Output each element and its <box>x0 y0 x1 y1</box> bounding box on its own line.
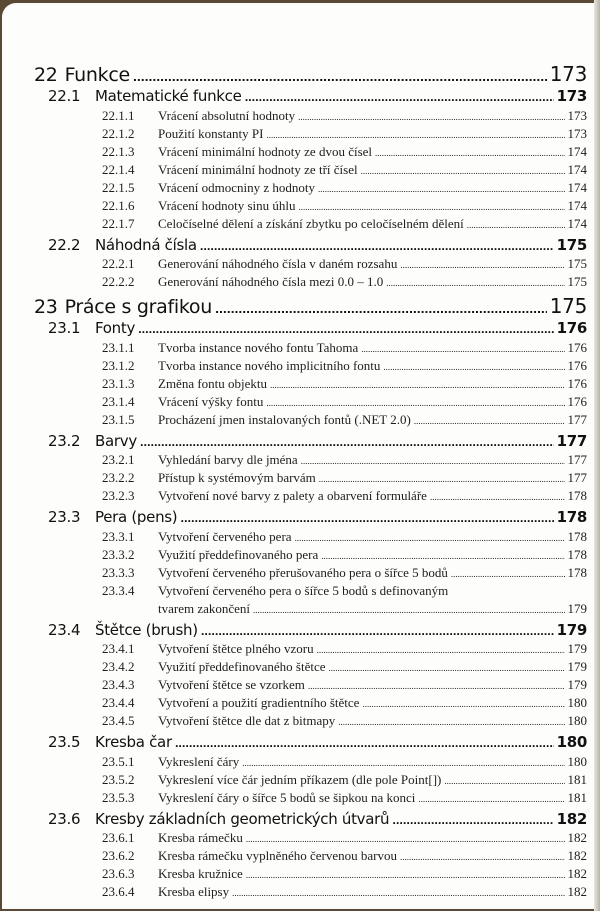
entry-title: Vrácení hodnoty sinu úhlu <box>158 198 296 213</box>
entry-page-number: 173 <box>556 87 587 105</box>
entry-page-number: 174 <box>567 144 587 159</box>
dot-leader <box>232 884 564 901</box>
toc-entry-sub <box>102 712 587 730</box>
entry-number: 23.2.2 <box>102 470 135 485</box>
entry-title: Změna fontu objektu <box>158 376 268 391</box>
toc-entry-sub <box>102 375 587 393</box>
dot-leader <box>361 340 564 357</box>
dot-leader <box>321 547 564 564</box>
dot-leader <box>430 488 565 505</box>
entry-title: Fonty <box>95 319 136 337</box>
dot-leader <box>266 126 564 143</box>
entry-title: Vrácení minimální hodnoty ze dvou čísel <box>158 144 373 159</box>
entry-page-number: 176 <box>567 394 587 409</box>
dot-leader <box>375 144 564 161</box>
entry-page-number: 176 <box>556 319 587 337</box>
entry-page-number: 175 <box>567 256 587 271</box>
entry-number: 23.4.1 <box>102 641 135 656</box>
dot-leader <box>200 238 554 255</box>
toc-entry-sub <box>102 273 587 291</box>
entry-title: Využití předdefinovaného štětce <box>158 659 326 674</box>
entry-number: 22.1.3 <box>102 144 135 159</box>
entry-title: Kresba kružnice <box>158 866 243 881</box>
dot-leader <box>451 565 565 582</box>
entry-title: Vytvoření nové barvy z palety a obarvení formuláře <box>158 488 427 503</box>
dot-leader <box>246 866 565 883</box>
toc-entry-sub <box>102 393 587 411</box>
entry-number: 23.4.5 <box>102 713 135 728</box>
entry-number: 23.4 <box>48 621 81 639</box>
entry-page-number: 178 <box>567 547 587 562</box>
entry-number: 22.1.5 <box>102 180 135 195</box>
entry-number: 23.1.1 <box>102 340 135 355</box>
dot-leader <box>266 394 564 411</box>
toc-entry-chapter <box>34 294 587 318</box>
entry-page-number: 174 <box>567 198 587 213</box>
entry-page-number: 177 <box>567 412 587 427</box>
toc-entry-sub <box>102 582 587 600</box>
entry-page-number: 182 <box>567 884 587 899</box>
entry-page-number: 179 <box>567 601 587 616</box>
dot-leader <box>418 790 564 807</box>
entry-number: 23.6.1 <box>102 830 135 845</box>
toc-entry-sub <box>102 357 587 375</box>
entry-page-number: 176 <box>567 376 587 391</box>
entry-number: 23.2.1 <box>102 452 135 467</box>
dot-leader <box>133 66 547 86</box>
dot-leader <box>270 376 564 393</box>
entry-page-number: 175 <box>549 294 587 318</box>
entry-number: 22.1.2 <box>102 126 135 141</box>
entry-page-number: 178 <box>567 529 587 544</box>
entry-number: 22.1 <box>48 87 81 105</box>
toc-entry-sub <box>102 469 587 487</box>
entry-number: 23.3 <box>48 508 81 526</box>
entry-title: Vytvoření a použití gradientního štětce <box>158 695 360 710</box>
entry-title: Tvorba instance nového implicitního fontu <box>158 358 381 373</box>
entry-number: 23 <box>34 296 58 318</box>
entry-page-number: 178 <box>556 508 587 526</box>
entry-number: 22.1.7 <box>102 216 135 231</box>
entry-title: Procházení jmen instalovaných fontů (.NET 2.0) <box>158 412 411 427</box>
entry-title: Vytvoření červeného pera <box>158 529 292 544</box>
entry-number: 23.6.4 <box>102 884 135 899</box>
entry-page-number: 174 <box>567 162 587 177</box>
entry-page-number: 177 <box>567 470 587 485</box>
entry-page-number: 173 <box>549 62 587 86</box>
entry-title: Vrácení minimální hodnoty ze tří čísel <box>158 162 358 177</box>
entry-title: Štětce (brush) <box>95 621 198 639</box>
toc-entry-sub <box>102 771 587 789</box>
entry-page-number: 182 <box>567 866 587 881</box>
entry-number: 23.1.5 <box>102 412 135 427</box>
toc-entry-sub <box>102 789 587 807</box>
entry-title: Vytvoření štětce dle dat z bitmapy <box>158 713 336 728</box>
entry-number: 23.6.2 <box>102 848 135 863</box>
entry-number: 22.1.6 <box>102 198 135 213</box>
dot-leader <box>467 216 565 233</box>
toc-entry-sub <box>102 640 587 658</box>
dot-leader <box>301 452 565 469</box>
dot-leader <box>318 180 565 197</box>
dot-leader <box>444 772 564 789</box>
dot-leader <box>253 601 564 618</box>
toc-entry-sub <box>102 107 587 125</box>
entry-number: 22.1.1 <box>102 108 135 123</box>
entry-number: 23.1 <box>48 319 81 337</box>
entry-page-number: 175 <box>556 236 587 254</box>
entry-page-number: 181 <box>567 772 587 787</box>
entry-page-number: 177 <box>556 432 587 450</box>
toc-entry-sub <box>102 829 587 847</box>
toc-entry-sub <box>102 179 587 197</box>
entry-title: Vytvoření štětce plného vzoru <box>158 641 314 656</box>
entry-page-number: 180 <box>556 733 587 751</box>
entry-page-number: 180 <box>567 713 587 728</box>
dot-leader <box>386 274 564 291</box>
entry-number: 23.3.2 <box>102 547 135 562</box>
entry-page-number: 182 <box>567 848 587 863</box>
dot-leader <box>242 754 564 771</box>
entry-title: Barvy <box>95 432 137 450</box>
dot-leader <box>299 198 565 215</box>
toc-entry-section <box>48 235 587 255</box>
entry-number: 22.2.1 <box>102 256 135 271</box>
entry-page-number: 177 <box>567 452 587 467</box>
toc-entry-sub <box>102 694 587 712</box>
toc-entry-sub <box>102 451 587 469</box>
entry-page-number: 182 <box>567 830 587 845</box>
dot-leader <box>140 434 554 451</box>
toc-entry-section <box>48 507 587 527</box>
page-edge <box>594 0 600 911</box>
toc-entry-sub <box>102 865 587 883</box>
entry-title: Vykreslení čáry <box>158 754 240 769</box>
dot-leader <box>362 695 564 712</box>
entry-number: 23.6.3 <box>102 866 135 881</box>
entry-number: 22.2.2 <box>102 274 135 289</box>
entry-page-number: 174 <box>567 180 587 195</box>
toc-entry-section <box>48 318 587 338</box>
toc-entry-continuation <box>158 600 587 618</box>
dot-leader <box>175 735 554 752</box>
entry-title: Celočíselné dělení a získání zbytku po celočíselném dělení <box>158 216 464 231</box>
entry-title: Kresba čar <box>95 733 172 751</box>
entry-number: 23.2 <box>48 432 81 450</box>
entry-title: Matematické funkce <box>95 87 242 105</box>
entry-title: Vrácení absolutní hodnoty <box>158 108 296 123</box>
dot-leader <box>201 623 554 640</box>
toc-entry-sub <box>102 143 587 161</box>
dot-leader <box>295 529 565 546</box>
dot-leader <box>245 89 554 106</box>
toc-entry-sub <box>102 125 587 143</box>
entry-title: Vytvoření červeného pera o šířce 5 bodů s definovaným <box>158 583 449 598</box>
dot-leader <box>383 358 564 375</box>
entry-title: Pera (pens) <box>95 508 178 526</box>
entry-page-number: 181 <box>567 790 587 805</box>
entry-number: 23.2.3 <box>102 488 135 503</box>
dot-leader <box>400 256 564 273</box>
toc-entry-sub <box>102 197 587 215</box>
dot-leader <box>392 812 553 829</box>
entry-title: Vytvoření štětce se vzorkem <box>158 677 305 692</box>
entry-title: Použití konstanty PI <box>158 126 264 141</box>
toc-entry-sub <box>102 883 587 901</box>
entry-page-number: 176 <box>567 340 587 355</box>
dot-leader <box>361 162 565 179</box>
entry-title: Funkce <box>64 64 130 86</box>
dot-leader <box>298 108 564 125</box>
entry-number: 23.4.4 <box>102 695 135 710</box>
entry-number: 22 <box>34 64 58 86</box>
dot-leader <box>400 848 565 865</box>
toc-entry-section <box>48 431 587 451</box>
entry-number: 23.5.3 <box>102 790 135 805</box>
entry-number: 23.1.2 <box>102 358 135 373</box>
toc-entry-section <box>48 620 587 640</box>
entry-title: Kresba rámečku <box>158 830 243 845</box>
entry-number: 23.3.3 <box>102 565 135 580</box>
entry-page-number: 178 <box>567 565 587 580</box>
dot-leader <box>319 470 565 487</box>
toc-entry-sub <box>102 658 587 676</box>
dot-leader <box>414 412 565 429</box>
entry-page-number: 179 <box>567 641 587 656</box>
entry-page-number: 178 <box>567 488 587 503</box>
entry-number: 23.5.1 <box>102 754 135 769</box>
entry-page-number: 180 <box>567 754 587 769</box>
entry-page-number: 179 <box>556 621 587 639</box>
entry-title: Vyhledání barvy dle jména <box>158 452 298 467</box>
entry-page-number: 176 <box>567 358 587 373</box>
entry-page-number: 180 <box>567 695 587 710</box>
entry-number: 23.6 <box>48 810 81 828</box>
toc-entry-sub <box>102 411 587 429</box>
toc-entry-sub <box>102 847 587 865</box>
entry-title: Vrácení odmocniny z hodnoty <box>158 180 315 195</box>
toc-entry-chapter <box>34 62 587 86</box>
entry-number: 22.1.4 <box>102 162 135 177</box>
toc-entry-sub <box>102 546 587 564</box>
toc-entry-sub <box>102 676 587 694</box>
entry-page-number: 179 <box>567 659 587 674</box>
entry-number: 23.4.2 <box>102 659 135 674</box>
toc-entry-sub <box>102 215 587 233</box>
entry-number: 23.5 <box>48 733 81 751</box>
entry-title: Přístup k systémovým barvám <box>158 470 316 485</box>
entry-title: Kresby základních geometrických útvarů <box>95 810 390 828</box>
toc-entry-sub <box>102 255 587 273</box>
entry-number: 23.4.3 <box>102 677 135 692</box>
entry-number: 22.2 <box>48 236 81 254</box>
entry-title-continued: tvarem zakončení <box>158 601 251 616</box>
entry-number: 23.5.2 <box>102 772 135 787</box>
dot-leader <box>317 641 565 658</box>
toc-entry-section <box>48 809 587 829</box>
dot-leader <box>246 830 565 847</box>
entry-title: Generování náhodného čísla v daném rozsahu <box>158 256 398 271</box>
toc-entry-sub <box>102 564 587 582</box>
entry-number: 23.3.1 <box>102 529 135 544</box>
entry-title: Kresba elipsy <box>158 884 230 899</box>
toc-entry-section <box>48 86 587 106</box>
entry-title: Náhodná čísla <box>95 236 197 254</box>
dot-leader <box>338 713 564 730</box>
toc-entry-sub <box>102 161 587 179</box>
toc-entry-sub <box>102 528 587 546</box>
entry-number: 23.1.4 <box>102 394 135 409</box>
dot-leader <box>138 321 554 338</box>
entry-title: Tvorba instance nového fontu Tahoma <box>158 340 359 355</box>
entry-title: Využití předdefinovaného pera <box>158 547 319 562</box>
entry-page-number: 182 <box>556 810 587 828</box>
entry-number: 23.3.4 <box>102 583 135 598</box>
entry-number: 23.1.3 <box>102 376 135 391</box>
entry-page-number: 173 <box>567 126 587 141</box>
toc-entry-sub <box>102 339 587 357</box>
toc-entry-sub <box>102 487 587 505</box>
dot-leader <box>308 677 565 694</box>
entry-title: Vytvoření červeného přerušovaného pera o šířce 5 bodů <box>158 565 448 580</box>
toc-entry-sub <box>102 753 587 771</box>
entry-title: Vykreslení čáry o šířce 5 bodů se šipkou na konci <box>158 790 416 805</box>
entry-title: Vrácení výšky fontu <box>158 394 264 409</box>
entry-page-number: 174 <box>567 216 587 231</box>
entry-title: Generování náhodného čísla mezi 0.0 – 1.0 <box>158 274 384 289</box>
entry-title: Kresba rámečku vyplněného červenou barvou <box>158 848 397 863</box>
entry-page-number: 175 <box>567 274 587 289</box>
dot-leader <box>329 659 565 676</box>
entry-page-number: 179 <box>567 677 587 692</box>
dot-leader <box>215 298 547 318</box>
entry-title: Práce s grafikou <box>64 296 212 318</box>
dot-leader <box>180 510 553 527</box>
entry-page-number: 173 <box>567 108 587 123</box>
toc-entry-section <box>48 732 587 752</box>
entry-title: Vykreslení více čár jedním příkazem (dle pole Point[]) <box>158 772 442 787</box>
